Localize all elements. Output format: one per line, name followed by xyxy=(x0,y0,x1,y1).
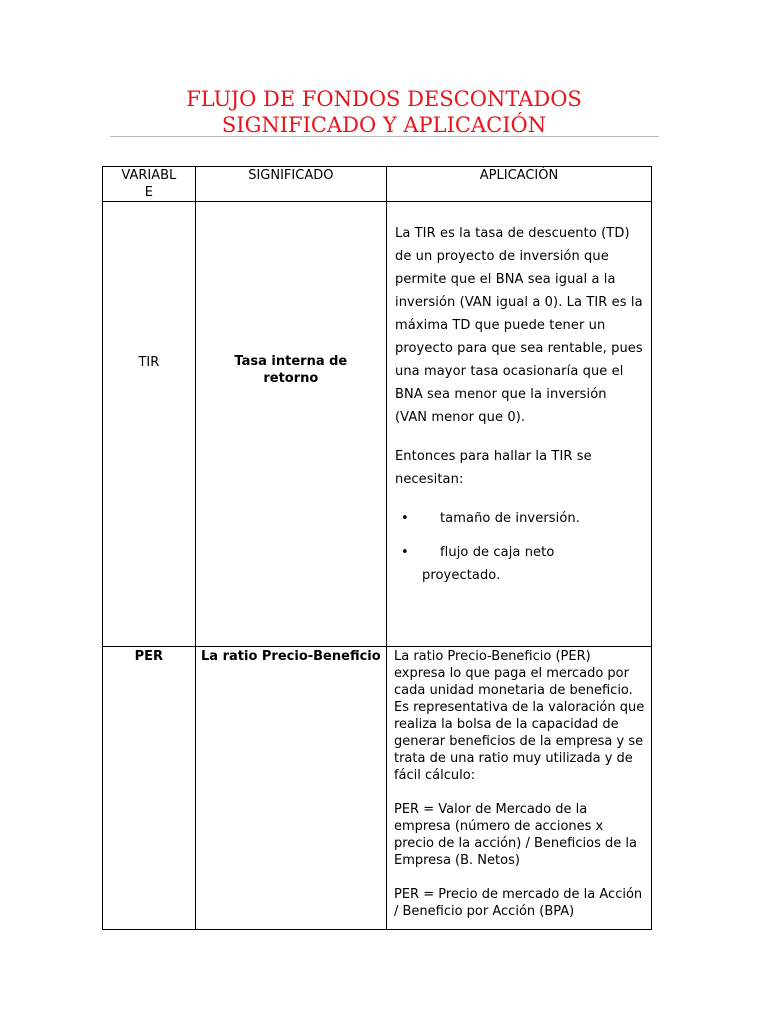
list-item-text-continuation: proyectado. xyxy=(421,568,501,583)
variable-label: PER xyxy=(134,649,164,664)
bullet-icon: • xyxy=(400,545,409,560)
cell-aplicacion xyxy=(386,202,651,647)
significado-label: La ratio Precio-Beneficio xyxy=(201,649,381,664)
bullet-icon: • xyxy=(400,511,409,526)
list-item xyxy=(395,541,643,587)
cell-aplicacion xyxy=(386,647,651,930)
cell-significado xyxy=(195,647,386,930)
header-significado xyxy=(195,167,386,202)
cell-significado xyxy=(195,202,386,647)
cell-variable xyxy=(103,647,196,930)
title-line-2: SIGNIFICADO Y APLICACIÓN xyxy=(221,113,547,137)
aplicacion-paragraph: La TIR es la tasa de descuento (TD) de un proyecto de inversión que permite que el BNA sea igual a la inversión (VAN igual a 0). La TIR es la máxima TD que puede tener un proyecto para que sea rentable, pues una mayor tasa ocasionaría que el BNA sea menor que la inversión (VAN menor que 0). xyxy=(394,226,643,425)
table-header-row xyxy=(103,167,652,202)
header-variable-line1: VARIABL xyxy=(121,168,177,183)
list-item xyxy=(395,507,643,530)
aplicacion-paragraph: PER = Valor de Mercado de la empresa (número de acciones x precio de la acción) / Beneficios de la Empresa (B. Netos) xyxy=(393,802,637,868)
list-item-text: flujo de caja neto xyxy=(439,545,555,560)
list-item-text: tamaño de inversión. xyxy=(439,511,580,526)
bullet-list xyxy=(395,507,643,587)
header-variable-line2: E xyxy=(144,185,153,200)
title-line-1: FLUJO DE FONDOS DESCONTADOS xyxy=(186,87,582,111)
document-title xyxy=(0,86,768,138)
header-aplicacion xyxy=(386,167,651,202)
cell-variable xyxy=(103,202,196,647)
header-significado-label: SIGNIFICADO xyxy=(248,168,334,183)
title-divider xyxy=(110,136,659,137)
significado-label: Tasa interna de retorno xyxy=(234,354,348,386)
header-aplicacion-label: APLICACIÓN xyxy=(479,168,559,183)
table-row xyxy=(103,647,652,930)
variable-label: TIR xyxy=(138,354,160,370)
header-variable xyxy=(103,167,196,202)
table-row xyxy=(103,202,652,647)
aplicacion-paragraph: Entonces para hallar la TIR se necesitan: xyxy=(394,449,592,487)
aplicacion-paragraph: La ratio Precio-Beneficio (PER) expresa lo que paga el mercado por cada unidad monetaria de beneficio. Es representativa de la valoración que realiza la bolsa de la capacidad de generar beneficios de la empresa y se trata de una ratio muy utilizada y de fácil cálculo: xyxy=(393,649,645,783)
aplicacion-paragraph: PER = Precio de mercado de la Acción / Beneficio por Acción (BPA) xyxy=(393,887,643,919)
content-table xyxy=(102,166,652,930)
